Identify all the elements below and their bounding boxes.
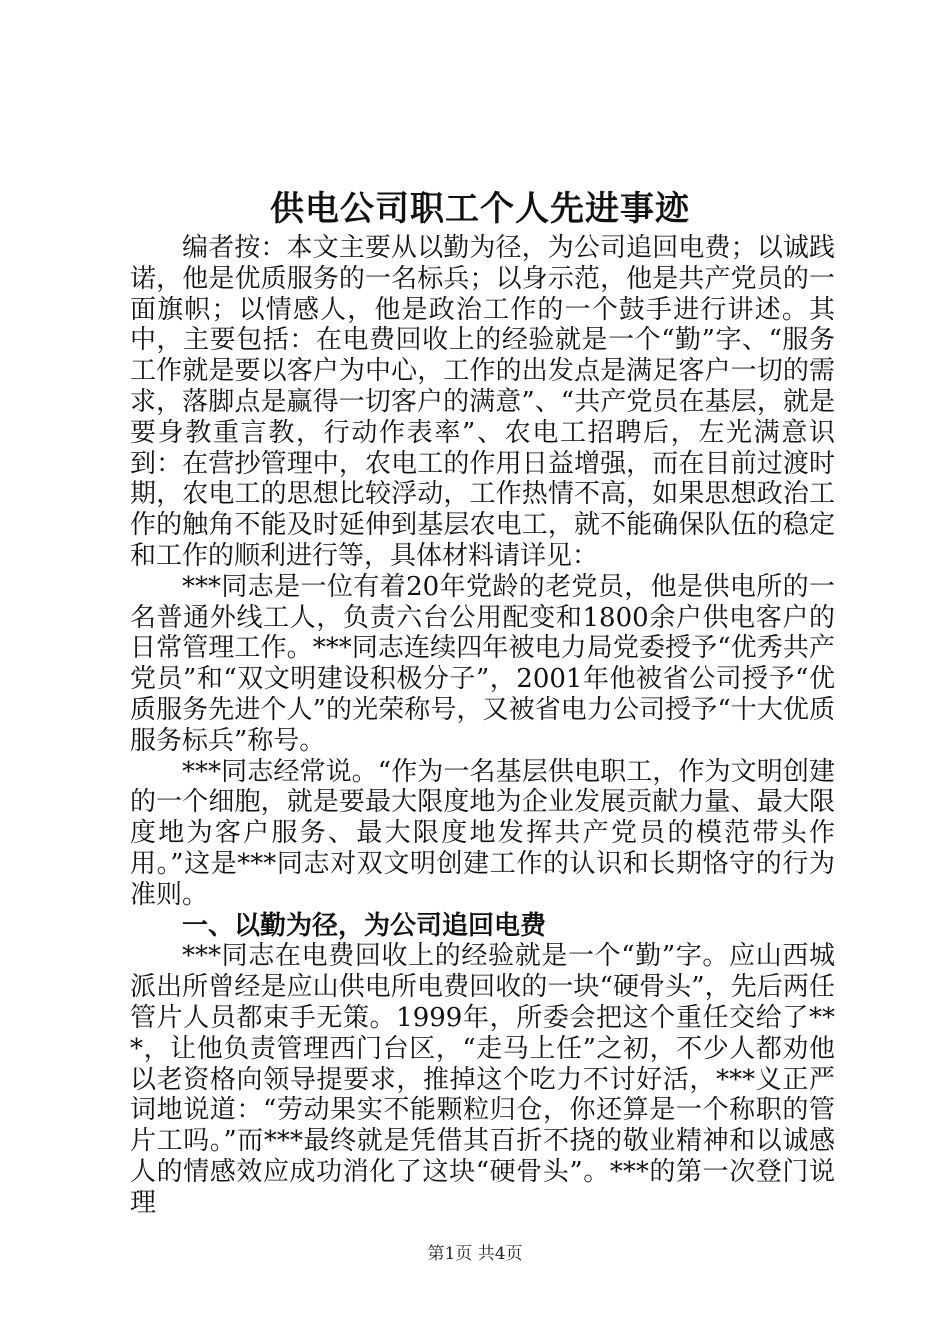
document-body — [130, 233, 835, 1219]
section-paragraph: ***同志在电费回收上的经验就是一个“勤”字。应山西城派出所曾经是应山供电所电费回收的一块“硬骨头”，先后两任管片人员都束手无策。1999年，所委会把这个重任交给了***，让他负责管理西门台区，“走马上任”之初，不少人都劝他以老资格向领导提要求，推掉这个吃力不讨好活，***义正严词地说道：“劳动果实不能颗粒归仓，你还算是一个称职的管片工吗。”而***最终就是凭借其百折不挠的敬业精神和以诚感人的情感效应成功消化了这块“硬骨头”。***的第一次登门说理 — [130, 941, 835, 1218]
intro-paragraph: ***同志是一位有着20年党龄的老党员，他是供电所的一名普通外线工人，负责六台公用配变和1800余户供电客户的日常管理工作。***同志连续四年被电力局党委授予“优秀共产党员”和“双文明建设积极分子”，2001年他被省公司授予“优质服务先进个人”的光荣称号，又被省电力公司授予“十大优质服务标兵”称号。 — [130, 571, 835, 756]
quote-paragraph: ***同志经常说。“作为一名基层供电职工，作为文明创建的一个细胞，就是要最大限度地为企业发展贡献力量、最大限度地为客户服务、最大限度地发挥共产党员的模范带头作用。”这是***同志对双文明创建工作的认识和长期恪守的行为准则。 — [130, 756, 835, 910]
page-footer: 第1页 共4页 — [427, 1244, 523, 1264]
section-heading: 一、以勤为径，为公司追回电费 — [182, 910, 547, 941]
editor-note-paragraph: 编者按：本文主要从以勤为径，为公司追回电费；以诚践诺，他是优质服务的一名标兵；以身示范，他是共产党员的一面旗帜；以情感人，他是政治工作的一个鼓手进行讲述。其中，主要包括：在电费回收上的经验就是一个“勤”字、“服务工作就是要以客户为中心，工作的出发点是满足客户一切的需求，落脚点是赢得一切客户的满意”、“共产党员在基层，就是要身教重言教，行动作表率”、农电工招聘后，左光满意识到：在营抄管理中，农电工的作用日益增强，而在目前过渡时期，农电工的思想比较浮动，工作热情不高，如果思想政治工作的触角不能及时延伸到基层农电工，就不能确保队伍的稳定和工作的顺利进行等，具体材料请详见： — [130, 233, 835, 571]
document-title: 供电公司职工个人先进事迹 — [270, 189, 690, 229]
